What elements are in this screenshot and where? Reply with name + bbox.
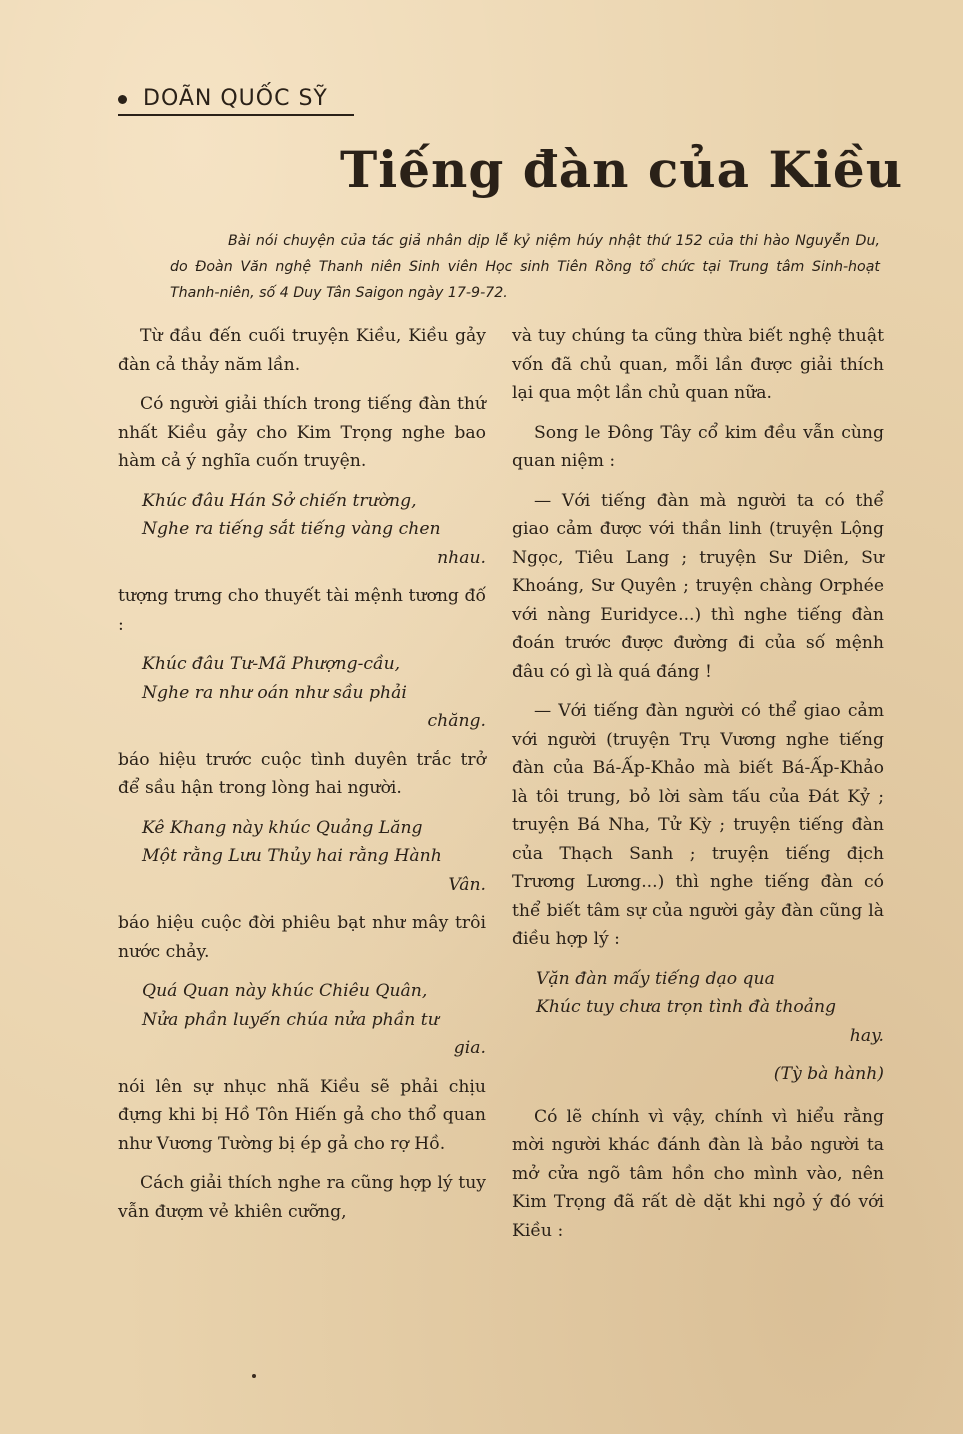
author-byline bbox=[118, 84, 354, 116]
paragraph: Song le Đông Tây cổ kim đều vẫn cùng quan niệm : bbox=[512, 422, 884, 471]
verse-line-wrap: gia. bbox=[453, 1038, 486, 1058]
verse-line-wrap: hay. bbox=[849, 1025, 884, 1046]
verse-line-wrap: chăng. bbox=[427, 711, 486, 731]
verse-line: Khúc tuy chưa trọn tình đà thoảng bbox=[536, 997, 837, 1017]
verse-line: Nghe ra tiếng sắt tiếng vàng chen bbox=[142, 519, 441, 539]
paragraph: Có người giải thích trong tiếng đàn thứ nhất Kiều gảy cho Kim Trọng nghe bao hàm cả ý nghĩa cuốn truyện. bbox=[118, 394, 486, 471]
paragraph: báo hiệu cuộc đời phiêu bạt như mây trôi nước chảy. bbox=[118, 913, 486, 962]
verse-line: Một rằng Lưu Thủy hai rằng Hành bbox=[142, 846, 442, 866]
article-title: Tiếng đàn của Kiều bbox=[340, 140, 904, 199]
verse-line: Quá Quan này khúc Chiêu Quân, bbox=[142, 981, 428, 1001]
author-name: DOÃN QUỐC SỸ bbox=[143, 86, 328, 111]
verse-line: Vặn đàn mấy tiếng dạo qua bbox=[536, 968, 775, 989]
verse bbox=[118, 650, 486, 736]
article-intro: Bài nói chuyện của tác giả nhân dịp lễ kỷ niệm húy nhật thứ 152 của thi hào Nguyễn Du, do Đoàn Văn nghệ Thanh niên Sinh viên Học sinh Tiên Rồng tổ chức tại Trung tâm Sinh-hoạt Thanh-niên, số 4 Duy Tân Saigon ngày 17-9-72. bbox=[170, 233, 880, 301]
verse-line: Nghe ra như oán như sầu phải bbox=[142, 682, 407, 703]
bullet-icon bbox=[118, 95, 127, 104]
verse-line: Khúc đâu Hán Sở chiến trường, bbox=[142, 490, 417, 511]
verse bbox=[118, 487, 486, 573]
paragraph: Từ đầu đến cuối truyện Kiều, Kiều gảy đàn cả thảy năm lần. bbox=[118, 326, 486, 375]
paragraph: Có lẽ chính vì vậy, chính vì hiểu rằng mời người khác đánh đàn là bảo người ta mở cửa ngõ tâm hồn cho mình vào, nên Kim Trọng đã rất dè dặt khi ngỏ ý đó với Kiều : bbox=[512, 1106, 884, 1241]
verse-line-wrap: Vân. bbox=[448, 874, 486, 895]
paragraph: — Với tiếng đàn mà người ta có thể giao cảm được với thần linh (truyện Lộng Ngọc, Tiêu Lang ; truyện Sư Diên, Sư Khoáng, Sư Quyên ; truyện chàng Orphée với nàng Euridyce...) thì nghe tiếng đàn đoán trước được đường đi của số mệnh đâu có gì là quá đáng ! bbox=[512, 490, 884, 682]
verse bbox=[118, 977, 486, 1063]
left-column bbox=[118, 322, 486, 1237]
verse bbox=[118, 814, 486, 900]
paragraph: tượng trưng cho thuyết tài mệnh tương đố : bbox=[118, 586, 486, 635]
paragraph: — Với tiếng đàn người có thể giao cảm với người (truyện Trụ Vương nghe tiếng đàn của Bá-Ấp-Khảo mà biết Bá-Ấp-Khảo là tôi trung, bỏ lời sàm tấu của Đát Kỷ ; truyện Bá Nha, Tử Kỳ ; truyện tiếng đàn của Thạch Sanh ; truyện tiếng địch Trương Lương...) thì nghe tiếng đàn có thể biết tâm sự của người gảy đàn cũng là điều hợp lý : bbox=[512, 701, 884, 949]
citation: (Tỳ bà hành) bbox=[773, 1064, 884, 1084]
paragraph: báo hiệu trước cuộc tình duyên trắc trở để sầu hận trong lòng hai người. bbox=[118, 749, 486, 798]
verse-line: Khúc đâu Tư-Mã Phượng-cầu, bbox=[142, 654, 401, 674]
paragraph: và tuy chúng ta cũng thừa biết nghệ thuật vốn đã chủ quan, mỗi lần được giải thích lại qua một lần chủ quan nữa. bbox=[512, 326, 884, 403]
ink-speck bbox=[252, 1374, 256, 1378]
verse-line: Kê Khang này khúc Quảng Lăng bbox=[142, 817, 423, 838]
verse bbox=[512, 965, 884, 1051]
paragraph: nói lên sự nhục nhã Kiều sẽ phải chịu đựng khi bị Hồ Tôn Hiến gả cho thổ quan như Vương Tường bị ép gả cho rợ Hồ. bbox=[118, 1076, 486, 1154]
paragraph: Cách giải thích nghe ra cũng hợp lý tuy vẫn đượm vẻ khiên cưỡng, bbox=[118, 1173, 486, 1222]
verse-line: Nửa phần luyến chúa nửa phần tư bbox=[142, 1009, 439, 1030]
right-column bbox=[512, 322, 884, 1256]
verse-line-wrap: nhau. bbox=[437, 547, 486, 568]
